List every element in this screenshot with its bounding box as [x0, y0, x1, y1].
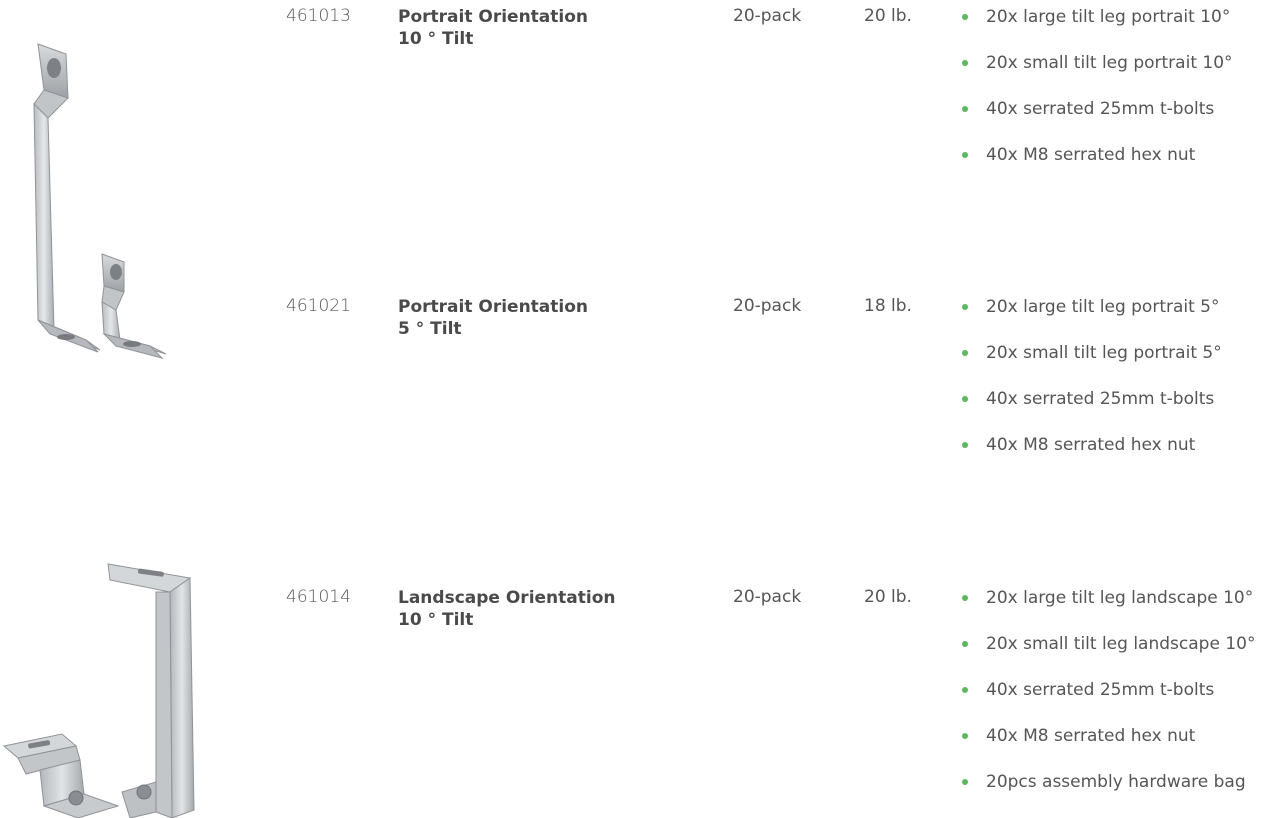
product-name-line1: Portrait Orientation: [398, 297, 589, 317]
contents-item: [962, 679, 1255, 702]
product-pack: 20-pack: [733, 6, 802, 26]
contents-item: [962, 98, 1233, 121]
landscape-tilt-leg-image: [0, 560, 200, 818]
bullet-icon: [962, 60, 968, 66]
product-contents-list: [962, 587, 1255, 817]
contents-item: [962, 771, 1255, 794]
contents-item-label: 40x M8 serrated hex nut: [986, 145, 1196, 165]
contents-item: [962, 434, 1222, 457]
contents-item: [962, 633, 1255, 656]
contents-item: [962, 144, 1233, 167]
bullet-icon: [962, 14, 968, 20]
contents-item-label: 40x serrated 25mm t-bolts: [986, 99, 1215, 119]
bullet-icon: [962, 442, 968, 448]
contents-item: [962, 587, 1255, 610]
contents-item: [962, 725, 1255, 748]
contents-item-label: 40x serrated 25mm t-bolts: [986, 680, 1215, 700]
bullet-icon: [962, 733, 968, 739]
bullet-icon: [962, 595, 968, 601]
contents-item: [962, 388, 1222, 411]
product-pack: 20-pack: [733, 587, 802, 607]
product-weight: 20 lb.: [864, 6, 912, 26]
contents-item-label: 20x large tilt leg landscape 10°: [986, 588, 1254, 608]
product-sku: 461013: [286, 6, 351, 26]
product-name: [398, 6, 588, 50]
bullet-icon: [962, 779, 968, 785]
contents-item-label: 20x small tilt leg portrait 10°: [986, 53, 1233, 73]
bullet-icon: [962, 152, 968, 158]
bullet-icon: [962, 350, 968, 356]
contents-item-label: 20x small tilt leg portrait 5°: [986, 343, 1222, 363]
contents-item-label: 20pcs assembly hardware bag: [986, 772, 1246, 792]
product-name-line1: Portrait Orientation: [398, 7, 589, 27]
contents-item-label: 40x serrated 25mm t-bolts: [986, 389, 1215, 409]
contents-item: [962, 296, 1222, 319]
contents-item-label: 40x M8 serrated hex nut: [986, 435, 1196, 455]
contents-item: [962, 52, 1233, 75]
product-sku: 461021: [286, 296, 351, 316]
product-sku: 461014: [286, 587, 351, 607]
product-contents-list: [962, 296, 1222, 480]
product-name-line2: 10 ° Tilt: [398, 29, 474, 49]
bullet-icon: [962, 396, 968, 402]
bullet-icon: [962, 304, 968, 310]
product-name: [398, 296, 588, 340]
product-pack: 20-pack: [733, 296, 802, 316]
contents-item: [962, 6, 1233, 29]
product-name-line2: 5 ° Tilt: [398, 319, 462, 339]
product-name: [398, 587, 616, 631]
contents-item-label: 20x large tilt leg portrait 10°: [986, 7, 1231, 27]
bullet-icon: [962, 106, 968, 112]
contents-item: [962, 342, 1222, 365]
product-weight: 20 lb.: [864, 587, 912, 607]
portrait-tilt-leg-image: [20, 40, 170, 370]
product-name-line1: Landscape Orientation: [398, 588, 616, 608]
contents-item-label: 40x M8 serrated hex nut: [986, 726, 1196, 746]
bullet-icon: [962, 687, 968, 693]
contents-item-label: 20x small tilt leg landscape 10°: [986, 634, 1256, 654]
product-weight: 18 lb.: [864, 296, 912, 316]
product-name-line2: 10 ° Tilt: [398, 610, 474, 630]
bullet-icon: [962, 641, 968, 647]
product-contents-list: [962, 6, 1233, 190]
contents-item-label: 20x large tilt leg portrait 5°: [986, 297, 1220, 317]
